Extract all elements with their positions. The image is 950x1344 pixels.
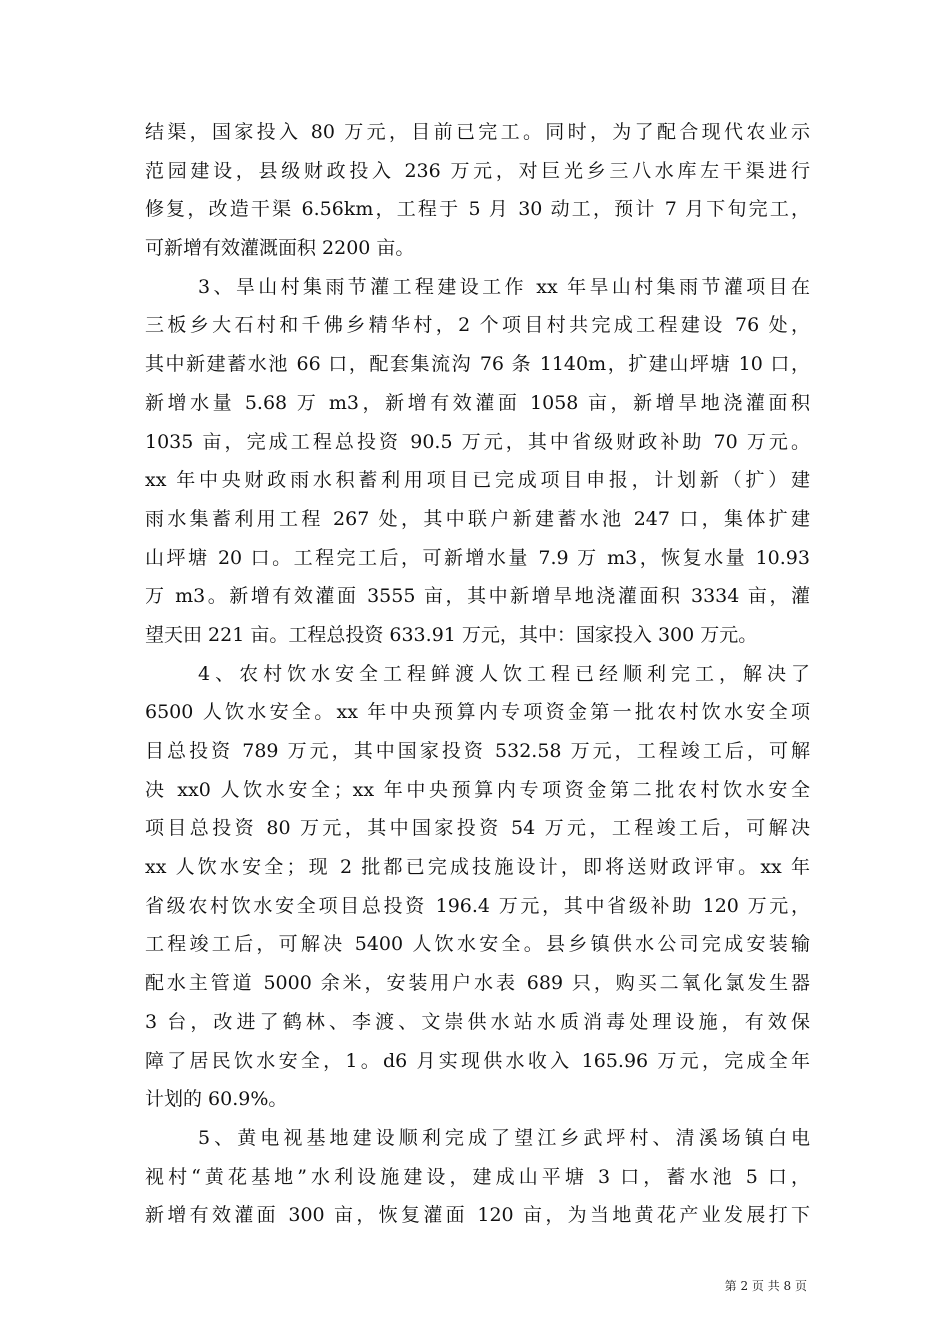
text-line: 雨水集蓄利用工程 267 处，其中联户新建蓄水池 247 口，集体扩建: [145, 507, 810, 530]
text-line: 障了居民饮水安全，1。d6 月实现供水收入 165.96 万元，完成全年: [145, 1049, 810, 1072]
text-line: 可新增有效灌溉面积 2200 亩。: [145, 237, 415, 260]
text-line: 决 xx0 人饮水安全；xx 年中央预算内专项资金第二批农村饮水安全: [145, 778, 810, 801]
text-line: 目总投资 789 万元，其中国家投资 532.58 万元，工程竣工后，可解: [145, 740, 810, 762]
document-body: [145, 113, 810, 1235]
text-line: 6500 人饮水安全。xx 年中央预算内专项资金第一批农村饮水安全项: [145, 701, 810, 724]
text-line: xx 年中央财政雨水积蓄利用项目已完成项目申报，计划新（扩）建: [145, 469, 810, 492]
text-line: 结渠，国家投入 80 万元，目前已完工。同时，为了配合现代农业示: [145, 121, 810, 143]
text-line: 项目总投资 80 万元，其中国家投资 54 万元，工程竣工后，可解决: [145, 817, 810, 840]
text-line: 计划的 60.9%。: [145, 1088, 288, 1111]
text-line: 三板乡大石村和千佛乡精华村，2 个项目村共完成工程建设 76 处，: [145, 314, 810, 337]
text-line: 其中新建蓄水池 66 口，配套集流沟 76 条 1140m，扩建山坪塘 10 口，: [145, 353, 810, 376]
text-line: 视村“黄花基地”水利设施建设，建成山平塘 3 口，蓄水池 5 口，: [145, 1165, 810, 1188]
paragraph-start-line: 3、旱山村集雨节灌工程建设工作 xx 年旱山村集雨节灌项目在: [198, 275, 810, 298]
text-line: 3 台，改进了鹤林、李渡、文崇供水站水质消毒处理设施，有效保: [145, 1010, 810, 1033]
paragraph-start-line: 5、黄电视基地建设顺利完成了望江乡武坪村、清溪场镇白电: [198, 1126, 810, 1149]
text-line: 新增水量 5.68 万 m3，新增有效灌面 1058 亩，新增旱地浇灌面积: [145, 391, 810, 414]
text-line: 范园建设，县级财政投入 236 万元，对巨光乡三八水库左干渠进行: [145, 159, 810, 182]
text-line: 山坪塘 20 口。工程完工后，可新增水量 7.9 万 m3，恢复水量 10.93: [145, 546, 810, 569]
text-line: 省级农村饮水安全项目总投资 196.4 万元，其中省级补助 120 万元，: [145, 894, 810, 917]
text-line: 工程竣工后，可解决 5400 人饮水安全。县乡镇供水公司完成安装输: [145, 933, 810, 956]
text-line: 修复，改造干渠 6.56km，工程于 5 月 30 动工，预计 7 月下旬完工，: [145, 198, 810, 221]
text-line: 配水主管道 5000 余米，安装用户水表 689 只，购买二氧化氯发生器: [145, 972, 810, 995]
text-line: 万 m3。新增有效灌面 3555 亩，其中新增旱地浇灌面积 3334 亩，灌: [145, 585, 810, 608]
text-line: 望天田 221 亩。工程总投资 633.91 万元，其中：国家投入 300 万元。: [145, 623, 758, 646]
page-number-footer: 第 2 页 共 8 页: [724, 1279, 807, 1293]
text-line: 1035 亩，完成工程总投资 90.5 万元，其中省级财政补助 70 万元。: [145, 430, 810, 453]
paragraph-start-line: 4、农村饮水安全工程鲜渡人饮工程已经顺利完工，解决了: [198, 662, 810, 685]
text-line: 新增有效灌面 300 亩，恢复灌面 120 亩，为当地黄花产业发展打下: [145, 1204, 810, 1227]
text-line: xx 人饮水安全；现 2 批都已完成技施设计，即将送财政评审。xx 年: [145, 856, 810, 879]
